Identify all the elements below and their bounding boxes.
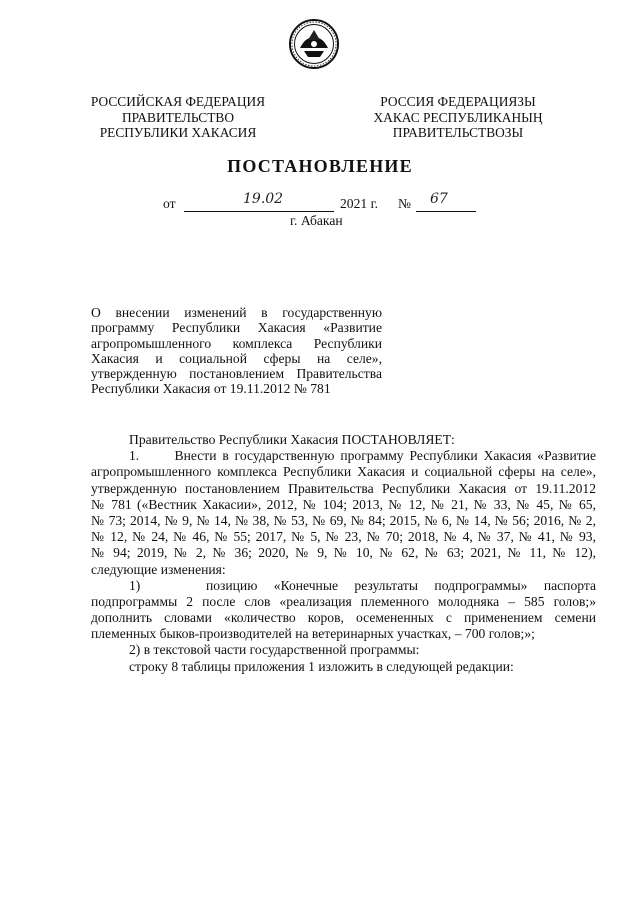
number-label: №: [398, 196, 411, 211]
body-line: следующие изменения:: [91, 561, 226, 577]
date-number-line: [0, 193, 640, 213]
header-right-line: ПРАВИТЕЛЬСТВОЗЫ: [392, 125, 524, 140]
body-line: № 73; 2014, № 9, № 14, № 38, № 53, № 69, № 84; 2015, № 6, № 14, № 56; 2016, № 2,: [91, 512, 596, 528]
city-label: г. Абакан: [290, 213, 343, 228]
subject-line: программу Республики Хакасия «Развитие: [91, 320, 382, 336]
body-line: № 781 («Вестник Хакасии», 2012, № 104; 2013, № 12, № 21, № 33, № 45, № 65,: [91, 496, 596, 512]
subject-line: Хакасия и социальной сферы на селе»,: [91, 350, 382, 366]
document-title: ПОСТАНОВЛЕНИЕ: [227, 156, 413, 176]
subject-line: утвержденную постановлением Правительства: [91, 366, 382, 382]
body-line: племенных быков-производителей на ветеринарных участках, – 700 голов;»;: [91, 626, 535, 642]
subject-line: агропромышленного комплекса Республики: [91, 335, 382, 351]
document-body: [91, 432, 596, 675]
header-left-line: ПРАВИТЕЛЬСТВО: [121, 109, 234, 125]
header-left-line: РЕСПУБЛИКИ ХАКАСИЯ: [99, 125, 257, 140]
header-left-block: [78, 94, 278, 141]
body-line: 2) в текстовой части государственной программы:: [129, 642, 420, 658]
header-right-line: ХАКАС РЕСПУБЛИКАНЫҢ: [373, 109, 543, 125]
body-line: 1. Внести в государственную программу Республики Хакасия «Развитие: [129, 448, 596, 464]
body-line: подпрограммы 2 после слов «реализация племенного молодняка – 585 голов;»: [91, 593, 596, 609]
coat-of-arms-emblem: [288, 18, 340, 70]
header-right-line: РОССИЯ ФЕДЕРАЦИЯЗЫ: [380, 94, 536, 109]
subject-block: [91, 305, 382, 397]
number-underline: [416, 211, 476, 212]
date-handwritten-value: 19.02: [243, 191, 284, 207]
year-label: 2021 г.: [340, 196, 379, 211]
header-left-line: РОССИЙСКАЯ ФЕДЕРАЦИЯ: [90, 94, 266, 109]
subject-line: Республики Хакасия от 19.11.2012 № 781: [91, 381, 331, 397]
date-underline: [184, 211, 334, 212]
number-handwritten-value: 67: [430, 191, 448, 207]
body-line: дополнить словами «количество коров, осемененных с применением семени: [91, 610, 596, 626]
body-line: утвержденную постановлением Правительства Республики Хакасия от 19.11.2012: [91, 480, 596, 496]
date-from-label: от: [163, 196, 176, 211]
header-right-block: [358, 94, 558, 141]
body-line: № 12, № 24, № 46, № 55; 2017, № 5, № 23, № 70; 2018, № 4, № 37, № 41, № 93,: [91, 529, 596, 545]
body-line: 1) позицию «Конечные результаты подпрограммы» паспорта: [129, 577, 596, 593]
body-preamble: Правительство Республики Хакасия ПОСТАНОВЛЯЕТ:: [129, 432, 455, 447]
subject-line: О внесении изменений в государственную: [91, 305, 382, 320]
body-line: агропромышленного комплекса Республики Хакасия и социальной сферы на селе»,: [91, 464, 596, 480]
body-line: № 94; 2019, № 2, № 36; 2020, № 9, № 10, № 62, № 63; 2021, № 11, № 12),: [91, 545, 596, 561]
body-line: строку 8 таблицы приложения 1 изложить в следующей редакции:: [129, 658, 514, 674]
